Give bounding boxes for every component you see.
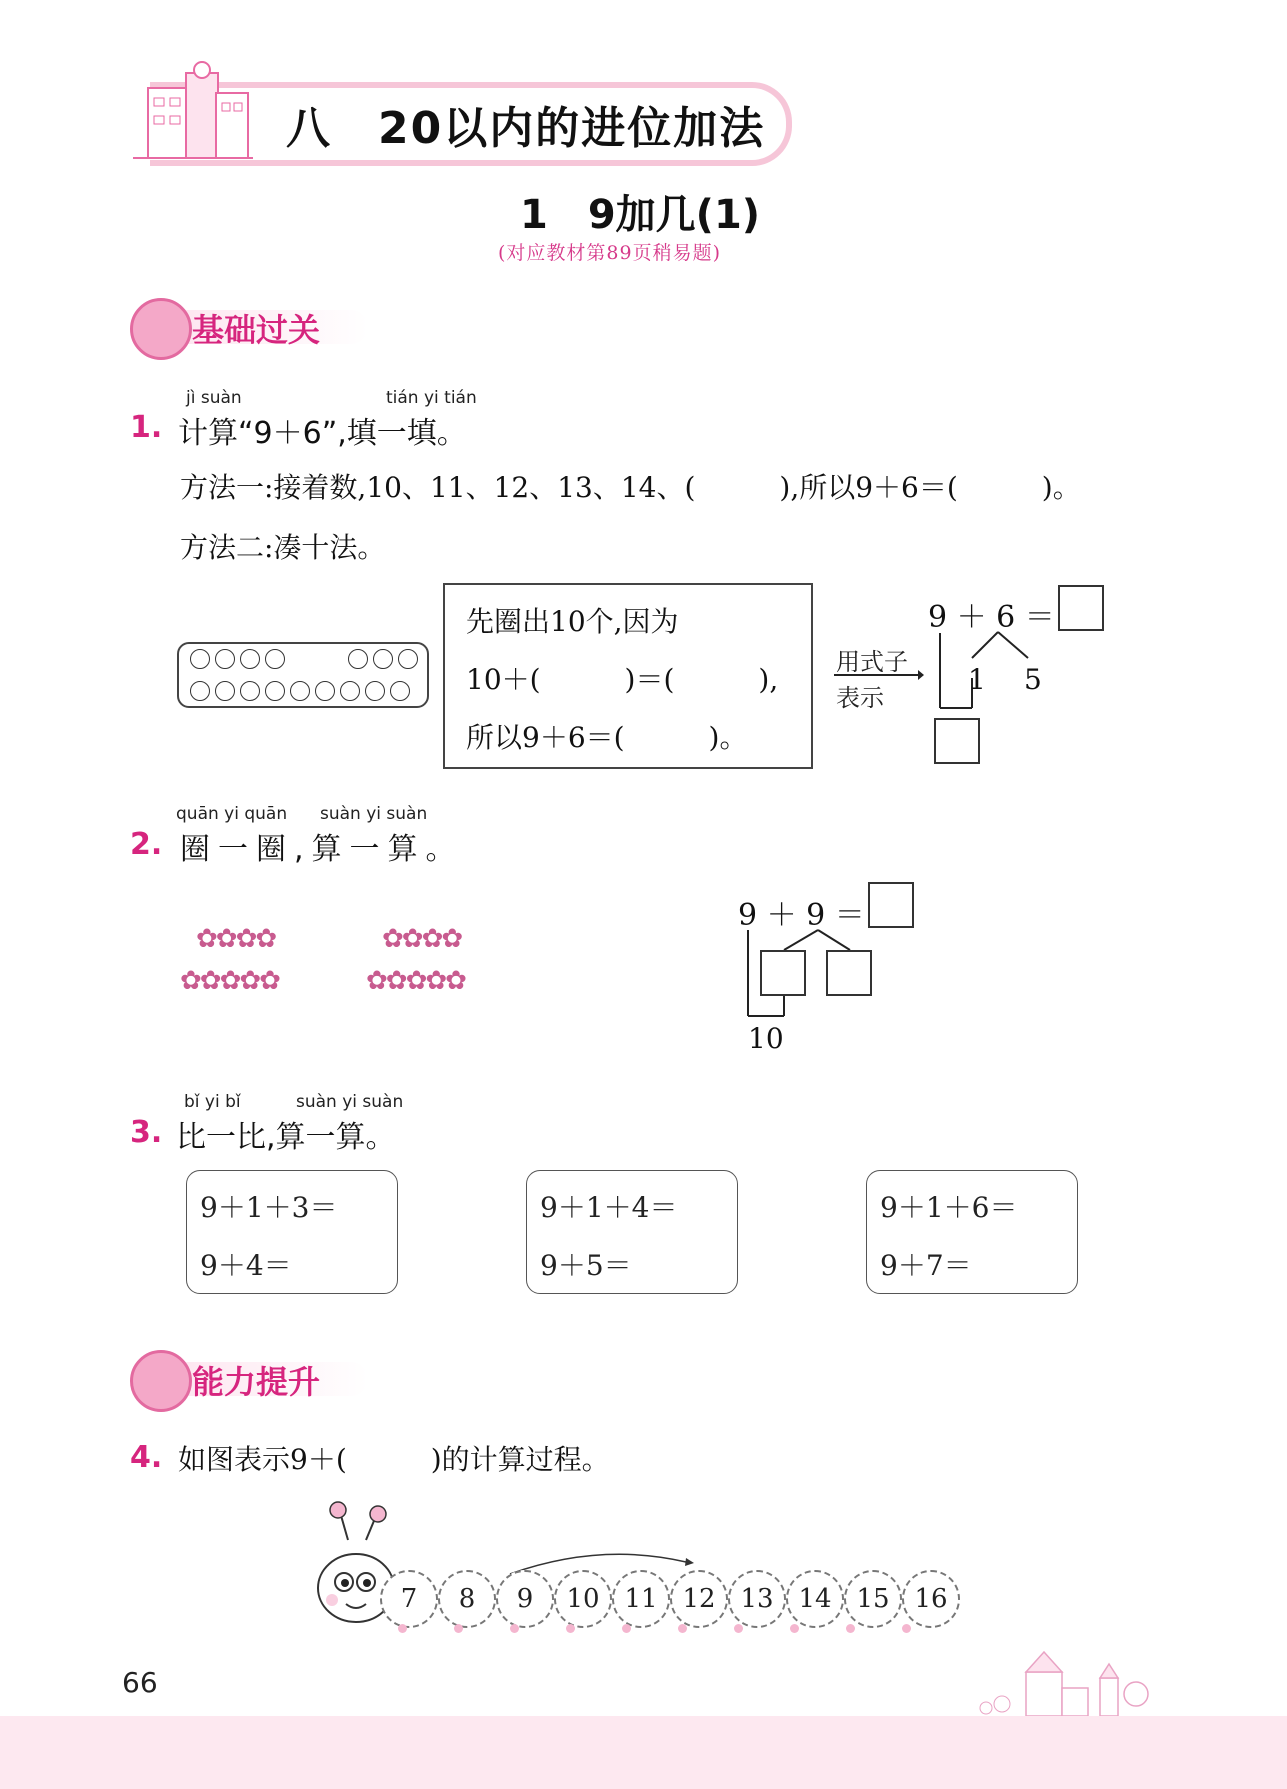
q2-text: 圈一圈,算一算。 (180, 832, 464, 867)
q4-number: 4. (130, 1440, 163, 1475)
segment-11: 11 (612, 1570, 670, 1628)
q1-number: 1. (130, 410, 163, 445)
flower-group-right-bottom[interactable]: ✿✿✿✿✿ (366, 966, 465, 996)
segment-14: 14 (786, 1570, 844, 1628)
footer-band (0, 1716, 1287, 1789)
q1-pinyin-a: jì suàn (186, 388, 242, 408)
q1-split-b: 5 (1024, 663, 1042, 696)
page-number: 66 (122, 1666, 158, 1699)
q4-text[interactable]: 如图表示9＋( )的计算过程。 (178, 1443, 610, 1476)
ring-row-top-right (348, 649, 423, 673)
segment-9: 9 (496, 1570, 554, 1628)
lesson-note: (对应教材第89页稍易题) (498, 242, 722, 264)
q1-method1: 方法一:接着数,10、11、12、13、14、( ),所以9＋6＝( )。 (180, 471, 1081, 504)
q1-split-a: 1 (968, 663, 986, 696)
q1-answer-box[interactable] (1058, 585, 1104, 631)
q3-card-1-line1[interactable]: 9＋1＋3＝ (200, 1191, 338, 1224)
q3-card-2-line1[interactable]: 9＋1＋4＝ (540, 1191, 678, 1224)
q2-answer-box[interactable] (868, 882, 914, 928)
segment-12: 12 (670, 1570, 728, 1628)
boy-avatar-icon (130, 1350, 192, 1412)
segment-7: 7 (380, 1570, 438, 1628)
q1-sum-box[interactable] (934, 718, 980, 764)
q1-box-line3[interactable]: 所以9＋6＝( )。 (466, 721, 748, 754)
q2-number: 2. (130, 827, 163, 862)
lesson-title: 1 9加几(1) (520, 192, 761, 238)
caterpillar-body (380, 1570, 960, 1628)
segment-16: 16 (902, 1570, 960, 1628)
caterpillar-feet (398, 1624, 911, 1633)
flower-group-left-bottom[interactable]: ✿✿✿✿✿ (180, 966, 279, 996)
q2-split-box-left[interactable] (760, 950, 806, 996)
q1-arrow-label-top: 用式子 (836, 648, 908, 676)
q2-pinyin-b: suàn yi suàn (320, 804, 428, 824)
q2-split-box-right[interactable] (826, 950, 872, 996)
q2-pinyin-a: quān yi quān (176, 804, 288, 824)
flower-group-left-top[interactable]: ✿✿✿✿ (196, 924, 276, 954)
segment-10: 10 (554, 1570, 612, 1628)
q1-box-line1: 先圈出10个,因为 (466, 605, 679, 638)
q1-box-line2[interactable]: 10＋( )＝( ), (466, 663, 779, 696)
q3-card-2-line2[interactable]: 9＋5＝ (540, 1249, 632, 1282)
q3-card-1-line2[interactable]: 9＋4＝ (200, 1249, 292, 1282)
q1-arrow-label-bottom: 表示 (836, 684, 884, 712)
castle-illustration (940, 1650, 1170, 1720)
q1-pinyin-b: tián yi tián (386, 388, 477, 408)
q3-pinyin-b: suàn yi suàn (296, 1092, 404, 1112)
q2-equation: 9 ＋ 9 ＝ (738, 898, 865, 933)
section-basic-title: 基础过关 (192, 311, 321, 349)
section-advanced-title: 能力提升 (192, 1363, 321, 1401)
q3-pinyin-a: bǐ yi bǐ (184, 1092, 241, 1112)
building-illustration (128, 58, 258, 168)
flower-group-right-top[interactable]: ✿✿✿✿ (382, 924, 462, 954)
ring-row-bottom (190, 681, 415, 705)
q3-number: 3. (130, 1115, 163, 1150)
segment-8: 8 (438, 1570, 496, 1628)
q3-text: 比一比,算一算。 (176, 1120, 396, 1155)
chapter-title: 八 20以内的进位加法 (286, 103, 766, 154)
q1-method2: 方法二:凑十法。 (180, 531, 386, 564)
girl-avatar-icon (130, 298, 192, 360)
q2-ten-label: 10 (748, 1022, 784, 1055)
q3-card-3-line1[interactable]: 9＋1＋6＝ (880, 1191, 1018, 1224)
q1-equation: 9 ＋ 6 ＝ (928, 600, 1055, 635)
ring-row-top (190, 649, 290, 673)
segment-15: 15 (844, 1570, 902, 1628)
segment-13: 13 (728, 1570, 786, 1628)
q1-text: 计算“9＋6”,填一填。 (178, 416, 467, 451)
q3-card-3-line2[interactable]: 9＋7＝ (880, 1249, 972, 1282)
